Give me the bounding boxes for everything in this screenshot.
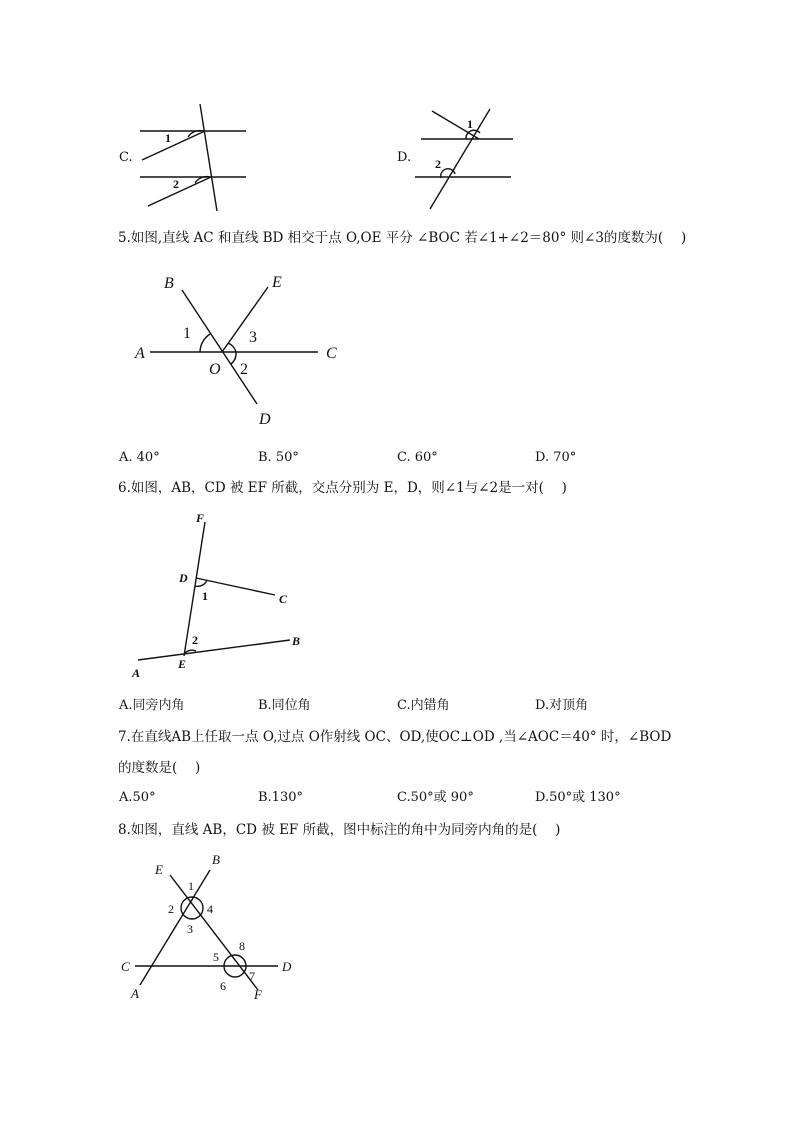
q6-angle-1: 1 — [202, 589, 208, 603]
q8-angle-7: 7 — [249, 969, 255, 983]
q5-angle-2: 2 — [240, 361, 248, 378]
q5-label-D: D — [259, 411, 271, 428]
q6-option-a: A.同旁内角 — [119, 698, 185, 713]
q5-label-C: C — [326, 345, 337, 362]
q5-option-d: D. 70° — [535, 450, 577, 465]
q7-option-b: B.130° — [258, 790, 303, 805]
q6-label-D: D — [179, 571, 188, 585]
option-d-angle-2: 2 — [435, 157, 441, 171]
q5-label-O: O — [209, 361, 221, 378]
q6-option-c: C.内错角 — [397, 698, 450, 713]
q5-angle-3: 3 — [249, 329, 257, 346]
q8-angle-6: 6 — [220, 979, 226, 993]
q8-angle-5: 5 — [213, 950, 219, 964]
q8-label-D: D — [282, 959, 292, 974]
q6-label-F: F — [196, 511, 205, 525]
question-7-text-line-2: 的度数是( ) — [118, 760, 201, 776]
q8-angle-4: 4 — [207, 902, 213, 916]
q8-label-C: C — [121, 959, 130, 974]
q6-label-C: C — [279, 592, 288, 606]
q8-label-A: A — [131, 986, 139, 1001]
option-c-angle-1: 1 — [165, 131, 171, 145]
q6-label-A: A — [132, 666, 141, 680]
question-5-text: 5.如图,直线 AC 和直线 BD 相交于点 O,OE 平分 ∠BOC 若∠1+∠2＝80° 则∠3的度数为( ) — [118, 230, 687, 246]
option-c-label: C. — [119, 150, 133, 165]
q5-option-a: A. 40° — [119, 450, 160, 465]
q8-angle-1: 1 — [188, 879, 194, 893]
q7-option-d: D.50°或 130° — [535, 790, 621, 805]
q5-label-A: A — [135, 345, 145, 362]
q8-label-B: B — [212, 852, 220, 867]
q5-label-E: E — [272, 274, 282, 291]
q6-label-E: E — [178, 657, 187, 671]
q8-label-E: E — [155, 862, 163, 877]
q6-option-d: D.对顶角 — [535, 698, 589, 713]
option-d-angle-1: 1 — [467, 117, 473, 131]
q8-angle-3: 3 — [187, 922, 193, 936]
q7-option-c: C.50°或 90° — [397, 790, 474, 805]
q5-option-c: C. 60° — [397, 450, 438, 465]
q6-option-b: B.同位角 — [258, 698, 311, 713]
q7-option-a: A.50° — [119, 790, 156, 805]
q8-angle-8: 8 — [239, 939, 245, 953]
q6-label-B: B — [292, 634, 301, 648]
q5-option-b: B. 50° — [258, 450, 299, 465]
option-c-angle-2: 2 — [173, 177, 179, 191]
question-7-text-line-1: 7.在直线AB上任取一点 O,过点 O作射线 OC、OD,使OC⊥OD ,当∠AOC＝40° 时，∠BOD — [118, 729, 672, 745]
q5-label-B: B — [164, 275, 174, 292]
q8-label-F: F — [254, 987, 262, 1002]
q8-angle-2: 2 — [168, 902, 174, 916]
q6-angle-2: 2 — [192, 633, 198, 647]
question-6-text: 6.如图，AB，CD 被 EF 所截，交点分别为 E，D，则∠1与∠2是一对( ) — [118, 480, 567, 496]
question-8-text: 8.如图，直线 AB，CD 被 EF 所截，图中标注的角中为同旁内角的是( ) — [118, 822, 561, 838]
option-d-label: D. — [397, 150, 412, 165]
q5-angle-1: 1 — [183, 325, 191, 342]
